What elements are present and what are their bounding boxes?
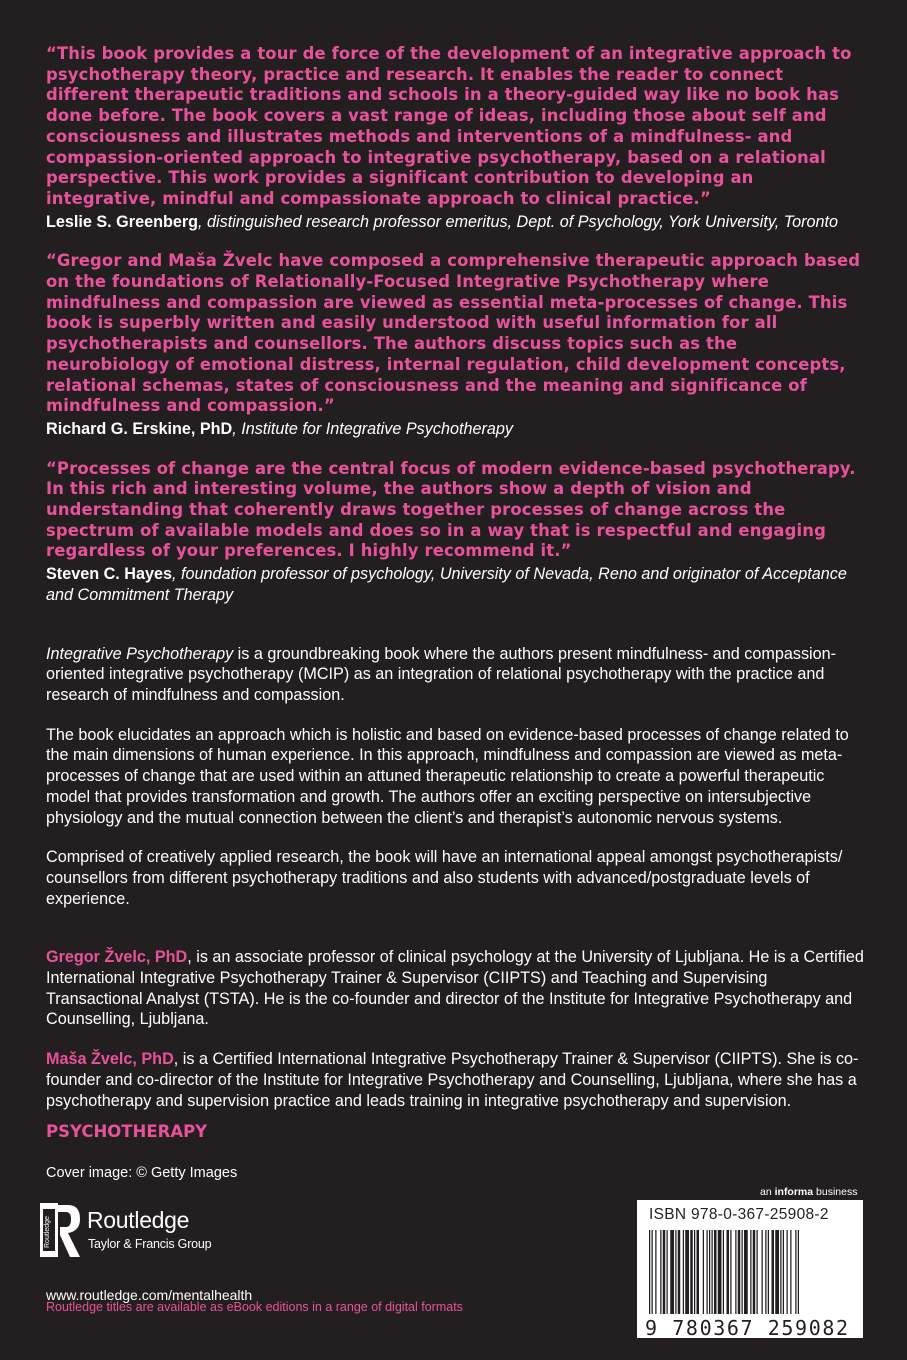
subject-category: PSYCHOTHERAPY	[46, 1122, 208, 1141]
quote-attribution	[46, 419, 866, 440]
barcode-bar	[712, 1230, 713, 1314]
barcode-bar	[718, 1230, 722, 1314]
barcode-bar	[787, 1230, 788, 1314]
barcode-bar	[753, 1230, 756, 1314]
barcode-bar	[667, 1230, 668, 1314]
routledge-r-icon	[40, 1203, 84, 1259]
barcode-bar	[783, 1230, 784, 1314]
barcode-bar	[707, 1230, 708, 1314]
endorser-name: Leslie S. Greenberg	[46, 212, 199, 231]
barcode-bar	[798, 1230, 799, 1314]
barcode-bar	[775, 1230, 779, 1314]
barcode-bar	[685, 1230, 689, 1314]
author-name: Maša Žvelc, PhD	[46, 1050, 174, 1069]
description-text: is a groundbreaking book where the authors present mindfulness- and compassion-oriented integrative psychotherapy (MCIP) as an integration of relational psychotherapy with the practice and research of mindfulness and compassion.	[46, 644, 837, 704]
author-bio-text: , is an associate professor of clinical psychology at the University of Ljubljana. He is a Certified International Integrative Psychotherapy Trainer & Supervisor (CIIPTS) and Teaching and Supervising Transactional Analyst (TSTA). He is the co-founder and director of the Institute for Integrative Psychotherapy and Counselling, Ljubljana.	[46, 948, 864, 1029]
endorser-role: , foundation professor of psychology, University of Nevada, Reno and originator of Acceptance and Commitment Therapy	[46, 565, 847, 604]
quote-block-1	[46, 44, 866, 232]
barcode-bar	[738, 1230, 741, 1314]
description-paragraph-2: The book elucidates an approach which is holistic and based on evidence-based processes of change related to the main dimensions of human experience. In this approach, mindfulness and compassion are viewed as meta-processes of change that are used within an attuned therapeutic relationship to create a powerful therapeutic model that provides transformation and growth. The authors offer an exciting perspective on intersubjective physiology and the mutual connection between the client’s and therapist’s autonomic nervous systems.	[46, 725, 849, 827]
quote-text: “This book provides a tour de force of the development of an integrative approach to psychotherapy theory, practice and research. It enables the reader to connect different therapeutic traditions and schools in a theory-guided way like no book has done before. The book covers a vast range of ideas, including those about self and consciousness and illustrates methods and interventions of a mindfulness- and compassion-oriented approach to integrative psychotherapy, based on a relational perspective. This work provides a significant contribution to developing an integrative, mindful and compassionate approach to clinical practice.”	[46, 44, 852, 208]
informa-business-line	[760, 1186, 857, 1198]
barcode-bar	[709, 1230, 710, 1314]
barcode-bar	[675, 1230, 676, 1314]
svg-text:Routledge: Routledge	[44, 1216, 51, 1248]
barcode-bar	[765, 1230, 766, 1314]
barcode-bar	[780, 1230, 781, 1314]
barcode-bar	[735, 1230, 736, 1314]
quote-block-3	[46, 459, 866, 606]
barcode-bar	[742, 1230, 743, 1314]
barcode-digits: 9 780367 259082	[645, 1316, 850, 1340]
endorser-role: , Institute for Integrative Psychotherapy	[232, 419, 513, 438]
barcode-bar	[723, 1230, 724, 1314]
isbn-barcode-box	[637, 1200, 863, 1338]
barcode-bar	[663, 1230, 666, 1314]
endorser-role: , distinguished research professor emeritus, Dept. of Psychology, York University, Toronto	[198, 212, 839, 231]
publisher-url[interactable]: www.routledge.com/mentalhealth	[46, 1287, 253, 1303]
barcode-bar	[655, 1230, 656, 1314]
endorser-name: Steven C. Hayes	[46, 565, 172, 584]
barcode-bar	[683, 1230, 684, 1314]
barcode-bar	[790, 1230, 791, 1314]
author-bio-text: , is a Certified International Integrative Psychotherapy Trainer & Supervisor (CIIPTS). She is co-founder and co-director of the Institute for Integrative Psychotherapy and Counselling, Ljubljana, where she has a psychotherapy and supervision practice and leads training in integrative psychotherapy and supervision.	[46, 1050, 859, 1110]
isbn-label: ISBN 978-0-367-25908-2	[649, 1206, 829, 1223]
barcode-bar	[768, 1230, 769, 1314]
barcode-bar	[795, 1230, 796, 1314]
endorser-name: Richard G. Erskine, PhD	[46, 419, 233, 438]
barcode-bar	[694, 1230, 695, 1314]
barcode-bar	[670, 1230, 674, 1314]
barcode-bar	[660, 1230, 661, 1314]
quote-text: “Gregor and Maša Žvelc have composed a comprehensive therapeutic approach based on the foundations of Relationally-Focused Integrative Psychotherapy where mindfulness and compassion are viewed as essential meta-processes of change. This book is superbly written and easily understood with useful information for all psychotherapists and counsellors. The authors discuss topics such as the neurobiology of emotional distress, internal regulation, child development concepts, relational schemas, states of consciousness and the meaning and significance of mindfulness and compassion.”	[46, 251, 861, 416]
book-title: Integrative Psychotherapy	[46, 644, 234, 663]
barcode-bar	[649, 1230, 650, 1314]
informa-suffix: business	[813, 1186, 858, 1198]
barcode-bar	[652, 1230, 653, 1314]
barcode-bar	[690, 1230, 693, 1314]
author-bio-2	[46, 1049, 866, 1111]
quote-text: “Processes of change are the central focus of modern evidence-based psychotherapy. In this rich and interesting volume, the authors show a depth of vision and understanding that coherently draws together processes of change across the spectrum of available models and does so in a way that is respectful and engaging regardless of your preferences. I highly recommend it.”	[46, 458, 856, 561]
barcode-bar	[772, 1230, 775, 1314]
ebook-note: Routledge titles are available as eBook editions in a range of digital formats	[46, 1300, 463, 1314]
informa-brand: informa	[774, 1186, 814, 1198]
quote-attribution	[46, 564, 866, 605]
author-name: Gregor Žvelc, PhD	[46, 948, 188, 967]
back-cover-content	[46, 44, 866, 1130]
barcode-bar	[678, 1230, 681, 1314]
barcode-bar	[750, 1230, 751, 1314]
description-paragraph-3: Comprised of creatively applied research, the book will have an international appeal amongst psychotherapists/ counsellors from different psychotherapy traditions and also students with advanced/postgraduate levels of experience.	[46, 848, 843, 908]
barcode-bar	[703, 1230, 704, 1314]
barcode-bar	[697, 1230, 700, 1314]
publisher-subtitle: Taylor & Francis Group	[88, 1237, 212, 1251]
cover-credit: Cover image: © Getty Images	[46, 1165, 238, 1181]
barcode-graphic	[647, 1230, 853, 1316]
publisher-logo	[40, 1203, 240, 1259]
publisher-name: Routledge	[87, 1207, 190, 1233]
quote-attribution	[46, 212, 866, 233]
quote-block-2	[46, 251, 866, 439]
barcode-bar	[730, 1230, 731, 1314]
informa-prefix: an	[760, 1186, 775, 1198]
barcode-bar	[714, 1230, 717, 1314]
barcode-bar	[757, 1230, 758, 1314]
barcode-bar	[727, 1230, 730, 1314]
author-bio-1	[46, 947, 866, 1030]
description-paragraph-1	[46, 644, 866, 706]
barcode-bar	[762, 1230, 763, 1314]
barcode-bar	[744, 1230, 748, 1314]
